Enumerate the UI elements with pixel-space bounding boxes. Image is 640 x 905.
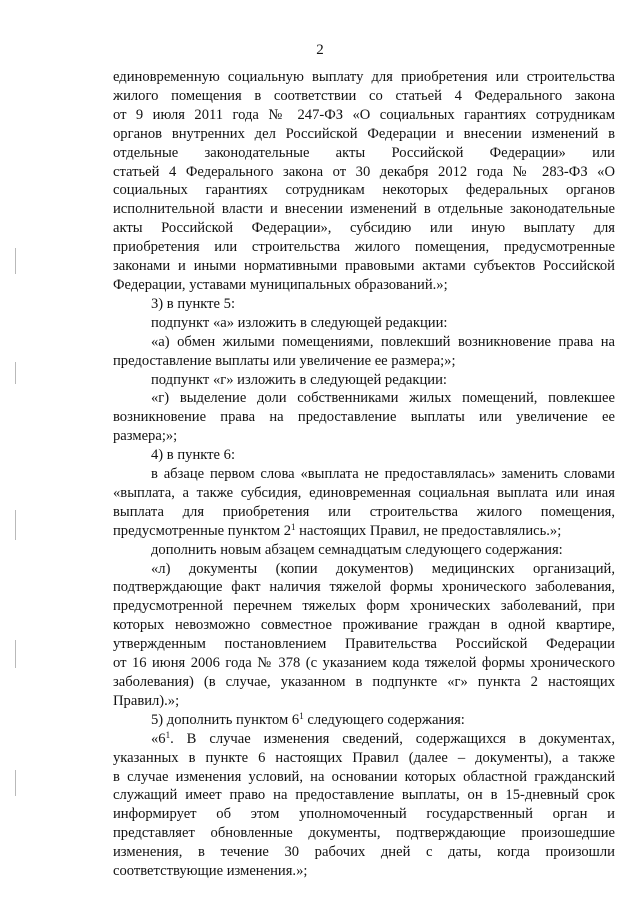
document-body — [113, 68, 615, 881]
text-line: «л) документы (копии документов) медицинских организаций, — [151, 560, 615, 577]
text-line: приобретения или строительства жилого помещения, предусмотренные — [113, 239, 615, 256]
text-line: заболевания) (в случае, указанном в подпункте «г» пункта 2 настоящих — [113, 674, 615, 690]
text-line: дополнить новым абзацем семнадцатым следующего содержания: — [151, 541, 563, 558]
text-line: акты Российской Федерации», субсидию или иную выплату для — [113, 220, 615, 237]
text-line: утвержденным постановлением Правительства Российской Федерации — [113, 636, 615, 653]
text-line: единовременную социальную выплату для приобретения или строительства — [113, 69, 615, 85]
superscript: 1 — [291, 521, 296, 532]
text-run: настоящих Правил, не предоставлялись.»; — [295, 522, 562, 539]
text-line: представляет обновленные документы, подтверждающие произошедшие — [113, 825, 615, 842]
text-line: возникновение права на предоставление выплаты или увеличение ее — [113, 409, 615, 426]
text-line: изменения, в течение 30 рабочих дней с даты, когда произошли — [113, 844, 615, 861]
text-line — [113, 730, 615, 749]
text-line: жилого помещения в соответствии со статьей 4 Федерального закона — [113, 87, 615, 104]
scan-margin-mark — [15, 640, 16, 668]
text-line — [113, 522, 615, 541]
text-line: «выплата, а также субсидия, единовременная социальная выплата или иная — [113, 484, 615, 501]
text-line: в абзаце первом слова «выплата не предоставлялась» заменить словами — [151, 466, 615, 483]
text-line: информирует об этом уполномоченный государственный орган и — [113, 806, 615, 823]
text-line: размера;»; — [113, 428, 178, 445]
text-line: указанных в пункте 6 настоящих Правил (далее – документы), а также — [113, 749, 615, 766]
text-line: социальных гарантиях сотрудникам некоторых федеральных органов — [113, 182, 615, 199]
text-line: «а) обмен жилыми помещениями, повлекший возникновение права на — [151, 333, 615, 350]
text-line: которых невозможно совместное проживание граждан в одной квартире, — [113, 617, 615, 634]
text-line: выплата для приобретения или строительства жилого помещения, — [113, 503, 615, 520]
text-run: 5) дополнить пунктом 6 — [151, 711, 300, 728]
text-line: подтверждающие факт наличия тяжелой формы хронического заболевания, — [113, 579, 615, 596]
text-line: предусмотренной перечнем тяжелых форм хронических заболеваний, при — [113, 598, 615, 615]
list-item-heading: 3) в пункте 5: — [151, 295, 236, 312]
text-line: Федерации, уставами муниципальных образований.»; — [113, 276, 448, 293]
text-line: статьей 4 Федерального закона от 30 декабря 2012 года № 283-ФЗ «О — [113, 163, 615, 180]
superscript: 1 — [165, 729, 171, 740]
scan-margin-mark — [15, 770, 16, 796]
text-line: подпункт «г» изложить в следующей редакции: — [151, 371, 447, 388]
text-line: от 9 июля 2011 года № 247-ФЗ «О социальных гарантиях сотрудникам — [113, 106, 615, 123]
text-line: законами и иными нормативными правовыми актами субъектов Российской — [113, 258, 615, 275]
text-run: следующего содержания: — [303, 711, 465, 728]
list-item-heading: 4) в пункте 6: — [151, 447, 236, 464]
text-line: соответствующие изменения.»; — [113, 863, 308, 880]
scan-margin-mark — [15, 248, 16, 274]
scan-margin-mark — [15, 362, 16, 384]
text-run: предусмотренные пунктом 2 — [113, 522, 292, 539]
list-item-heading — [113, 711, 615, 730]
text-line: служащий имеет право на предоставление выплаты, он в 15-дневный срок — [113, 787, 615, 804]
text-line: «г) выделение доли собственниками жилых помещений, повлекшее — [151, 390, 615, 407]
text-line: отдельные законодательные акты Российской Федерации» или — [113, 144, 615, 161]
text-run: «6 — [151, 730, 166, 747]
page-number: 2 — [316, 42, 324, 58]
text-run: . В случае изменения сведений, содержащихся в документах, — [170, 730, 615, 747]
text-line: предоставление выплаты или увеличение ее размера;»; — [113, 352, 456, 369]
text-line: органов внутренних дел Российской Федерации и внесении изменений в — [113, 125, 615, 142]
text-line: Правил).»; — [113, 692, 180, 709]
scan-margin-mark — [15, 510, 16, 540]
text-line: от 16 июня 2006 года № 378 (с указанием кода тяжелой формы хронического — [113, 655, 615, 672]
superscript: 1 — [299, 710, 304, 721]
text-line: исполнительной власти и внесении изменений в отдельные законодательные — [113, 201, 615, 218]
text-line: подпункт «а» изложить в следующей редакции: — [151, 314, 448, 331]
text-line: в случае изменения условий, на основании которых областной гражданский — [113, 768, 615, 785]
